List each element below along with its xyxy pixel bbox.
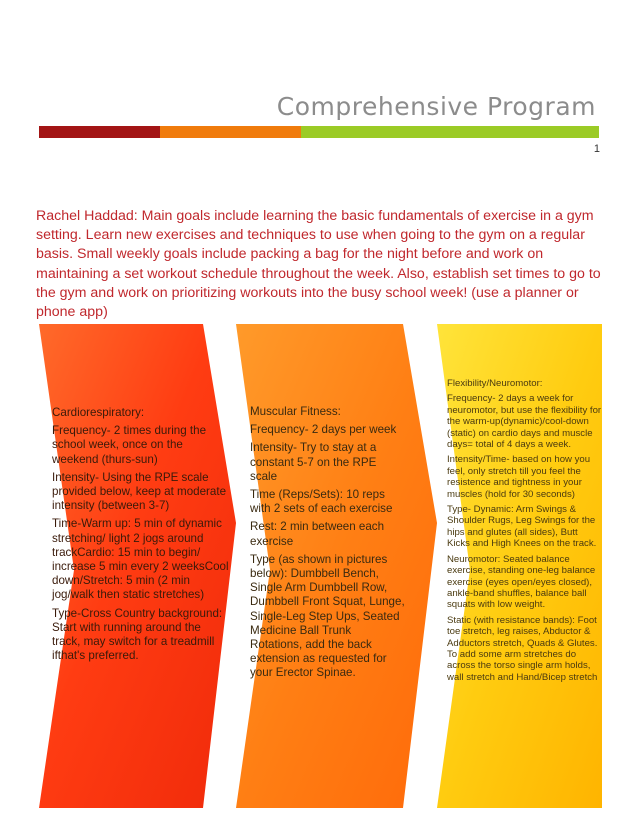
panel-flexibility-neuromotor — [447, 378, 602, 687]
panel-line: Frequency- 2 times during the school week, once on the weekend (thurs-sun) — [52, 424, 207, 466]
panel-line: Frequency- 2 days a week for neuromotor, but use the flexibility for the warm-up(dynamic)/cool-down (static) on cardio days and muscle days= total of 4 days a week. — [447, 393, 602, 451]
panel-line: Intensity- Using the RPE scale provided below, keep at moderate intensity (between 3-7) — [52, 470, 227, 513]
panel-line: Flexibility/Neuromotor: — [447, 378, 543, 389]
page-title: Comprehensive Program — [276, 92, 596, 121]
panel-cardiorespiratory — [52, 406, 230, 667]
panel-line: Time-Warm up: 5 min of dynamic stretching/ light 2 jogs around trackCardio: 15 min to begin/ increase 5 min every 2 weeksCool down/Stretch: 5 min (2 min jog/walk then static stretches) — [52, 517, 229, 602]
panel-line: Static (with resistance bands): Foot toe stretch, leg raises, Abductor & Adductors stretch, Quads & Glutes. To add some arm stretches do across the torso single arm holds, wall stretch and Hand/Bicep stretch — [447, 614, 598, 683]
panel-line: Neuromotor: Seated balance exercise, standing one-leg balance exercise (eyes open/eyes closed), ankle-band shuffles, balance ball squats with low weight. — [447, 553, 596, 611]
panel-line: Type- Dynamic: Arm Swings & Shoulder Rugs, Leg Swings for the hips and glutes (all sides), Butt Kicks and High Knees on the track. — [447, 504, 597, 550]
panel-line: Frequency- 2 days per week — [250, 423, 397, 437]
panel-line: Cardiorespiratory: — [52, 406, 145, 419]
panel-line: Intensity- Try to stay at a constant 5-7 on the RPE scale — [250, 441, 377, 483]
panel-line: Time (Reps/Sets): 10 reps with 2 sets of each exercise — [250, 488, 393, 516]
intro-text: Rachel Haddad: Main goals include learning the basic fundamentals of exercise in a gym setting. Learn new exercises and techniques to use when going to the gym on a regular basis. Small weekly goals include packing a bag for the night before and work on maintaining a set workout schedule throughout the week. Also, establish set times to go to the gym and work on prioritizing workouts into the busy school week! (use a planner or phone app) — [36, 208, 601, 321]
page-number: 1 — [593, 143, 600, 155]
panel-line: Type-Cross Country background: Start with running around the track, may switch for a treadmill ifthat's preferred. — [52, 606, 223, 663]
panel-line: Type (as shown in pictures below): Dumbbell Bench, Single Arm Dumbbell Row, Dumbbell Front Squat, Lunge, Single-Leg Step Ups, Seated Medicine Ball Trunk Rotations, add the back extension as requested for your Erector Spinae. — [250, 552, 405, 680]
panel-line: Rest: 2 min between each exercise — [250, 520, 385, 548]
panel-muscular-fitness — [250, 405, 405, 685]
panel-line: Muscular Fitness: — [250, 405, 341, 418]
panel-line: Intensity/Time- based on how you feel, only stretch till you feel the resistence and tightness in your muscles (hold for 30 seconds) — [447, 454, 591, 500]
